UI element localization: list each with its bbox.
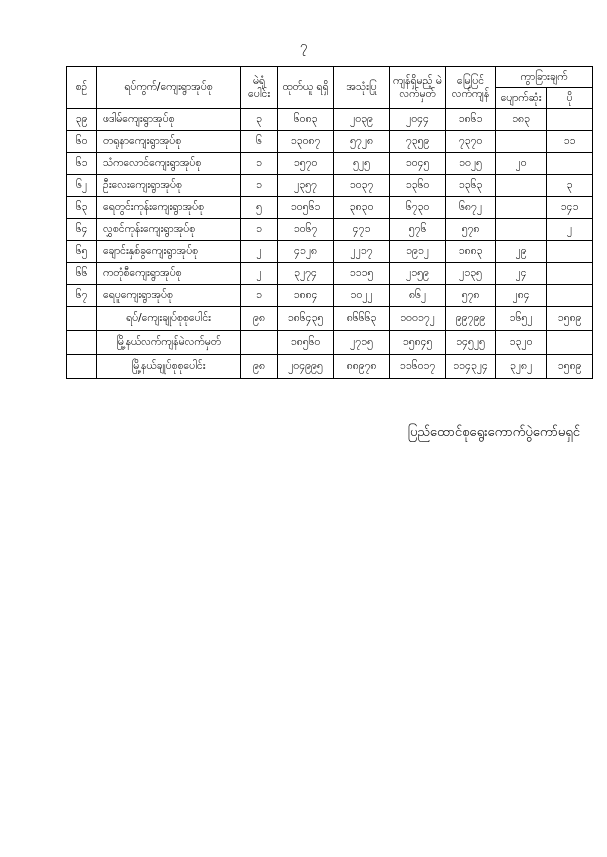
row-extra: ၁၄၁ — [547, 197, 593, 219]
row-lost: ၃၂၈၂ — [496, 355, 547, 379]
row-name: ရေပူကျေးရွာအုပ်စု — [97, 285, 241, 307]
table-body — [67, 109, 593, 379]
row-remaining: ၇၃၅၉ — [390, 131, 446, 153]
row-lost — [496, 197, 547, 219]
results-table — [66, 66, 593, 379]
row-polling — [241, 331, 278, 355]
row-name: ရေတွင်းကုန်းကျေးရွာအုပ်စု — [97, 197, 241, 219]
total-label: ရပ်/ကျေးချုပ်စုစုပေါင်း — [97, 307, 241, 331]
row-remaining: ၁၅၈၄၅ — [390, 331, 446, 355]
header-extra: ပို — [547, 88, 593, 109]
row-polling: ၁ — [241, 285, 278, 307]
row-advance: ၅၇၈ — [446, 219, 496, 241]
row-polling: ၉၈ — [241, 355, 278, 379]
row-received: ၁၅၇၀ — [278, 153, 334, 175]
row-lost: ၂၈၄ — [496, 285, 547, 307]
row-advance: ၁၀၂၅ — [446, 153, 496, 175]
header-lost: ပျောက်ဆုံး — [496, 88, 547, 109]
row-used: ၂၂၁၇ — [334, 241, 390, 263]
row-advance: ၇၃၇၀ — [446, 131, 496, 153]
row-extra: ၁၅၈၉ — [547, 307, 593, 331]
row-received: ၁၃၀၈၇ — [278, 131, 334, 153]
table-row — [67, 285, 593, 307]
row-received: ၆၀၈၃ — [278, 109, 334, 131]
row-name: ချောင်းနှစ်ခွကျေးရွာအုပ်စု — [97, 241, 241, 263]
row-received: ၃၂၇၄ — [278, 263, 334, 285]
row-used: ၁၁၁၅ — [334, 263, 390, 285]
row-serial: ၆၂ — [67, 175, 97, 197]
row-advance: ၉၉၇၉၉ — [446, 307, 496, 331]
row-advance: ၅၇၈ — [446, 285, 496, 307]
row-lost: ၂၄ — [496, 263, 547, 285]
row-received: ၁၈၆၄၃၅ — [278, 307, 334, 331]
row-serial: ၃၉ — [67, 109, 97, 131]
total-serial-blank — [67, 355, 97, 379]
row-remaining: ၈၆၂ — [390, 285, 446, 307]
row-used: ၂၇၁၅ — [334, 331, 390, 355]
header-advance: မြေပြင် လက်ကျန် — [446, 67, 496, 109]
total-row — [67, 331, 593, 355]
row-received: ၁၀၅၆၁ — [278, 197, 334, 219]
row-received: ၂၃၅၇ — [278, 175, 334, 197]
row-lost — [496, 219, 547, 241]
table-row — [67, 175, 593, 197]
row-received: ၁၈၈၄ — [278, 285, 334, 307]
row-polling: ၅ — [241, 197, 278, 219]
total-serial-blank — [67, 307, 97, 331]
total-row — [67, 307, 593, 331]
total-label: မြို့နယ်လက်ကျန်မဲလက်မှတ် — [97, 331, 241, 355]
row-received: ၂၀၄၉၉၅ — [278, 355, 334, 379]
row-serial: ၆၇ — [67, 285, 97, 307]
row-polling: ၁ — [241, 175, 278, 197]
row-extra — [547, 241, 593, 263]
table-row — [67, 131, 593, 153]
row-name: တရုနာကျေးရွာအုပ်စု — [97, 131, 241, 153]
header-polling-stations: မဲရုံ ပေါင်း — [241, 67, 278, 109]
row-lost: ၁၈၃ — [496, 109, 547, 131]
row-remaining: ၂၁၅၉ — [390, 263, 446, 285]
row-polling: ၁ — [241, 153, 278, 175]
table-row — [67, 263, 593, 285]
row-extra — [547, 263, 593, 285]
row-extra — [547, 285, 593, 307]
row-name: သံကလောင်ကျေးရွာအုပ်စု — [97, 153, 241, 175]
total-row — [67, 355, 593, 379]
header-received: ထုတ်ယူ ရရှိ — [278, 67, 334, 109]
row-lost — [496, 175, 547, 197]
row-used: ၅၇၂၈ — [334, 131, 390, 153]
row-remaining: ၁၀၄၅ — [390, 153, 446, 175]
row-advance: ၁၈၈၃ — [446, 241, 496, 263]
header-remaining: ကျန်ရှိမည့် မဲလက်မှတ် — [390, 67, 446, 109]
row-remaining: ၁၀၀၁၇၂ — [390, 307, 446, 331]
row-used: ၁၀၃၇ — [334, 175, 390, 197]
row-used: ၅၂၅ — [334, 153, 390, 175]
row-lost — [496, 131, 547, 153]
row-polling: ၂ — [241, 241, 278, 263]
total-serial-blank — [67, 331, 97, 355]
row-used: ၄၇၁ — [334, 219, 390, 241]
row-used: ၈၆၆၆၃ — [334, 307, 390, 331]
row-polling: ၁ — [241, 219, 278, 241]
row-advance: ၁၃၆၃ — [446, 175, 496, 197]
row-used: ၂၀၃၉ — [334, 109, 390, 131]
row-advance: ၁၈၆၁ — [446, 109, 496, 131]
table-row — [67, 153, 593, 175]
row-remaining: ၆၇၃၀ — [390, 197, 446, 219]
header-difference-group: ကွာခြားချက် — [496, 67, 593, 88]
row-name: လွှစင်ကုန်းကျေးရွာအုပ်စု — [97, 219, 241, 241]
table-row — [67, 241, 593, 263]
header-ward-village: ရပ်ကွက်/ကျေးရွာအုပ်စု — [97, 67, 241, 109]
row-extra: ၁၁ — [547, 131, 593, 153]
row-received: ၁၀၆၇ — [278, 219, 334, 241]
row-extra — [547, 331, 593, 355]
row-lost: ၁၆၅၂ — [496, 307, 547, 331]
row-lost: ၂၀ — [496, 153, 547, 175]
row-advance: ၁၁၄၃၂၄ — [446, 355, 496, 379]
row-advance: ၂၁၃၅ — [446, 263, 496, 285]
row-extra: ၂ — [547, 219, 593, 241]
table-row — [67, 197, 593, 219]
table-row — [67, 219, 593, 241]
row-polling: ၃ — [241, 109, 278, 131]
row-lost: ၁၃၂၀ — [496, 331, 547, 355]
row-advance: ၆၈၇၂ — [446, 197, 496, 219]
row-extra: ၃ — [547, 175, 593, 197]
row-serial: ၆၆ — [67, 263, 97, 285]
row-serial: ၆၄ — [67, 219, 97, 241]
row-extra — [547, 153, 593, 175]
row-serial: ၆၅ — [67, 241, 97, 263]
row-remaining: ၅၇၆ — [390, 219, 446, 241]
header-serial: စဉ် — [67, 67, 97, 109]
row-remaining: ၁၁၆၀၁၇ — [390, 355, 446, 379]
row-used: ၃၈၃၀ — [334, 197, 390, 219]
row-lost: ၂၉ — [496, 241, 547, 263]
signature: ပြည်ထောင်စုရွေးကောက်ပွဲကော်မရှင် — [407, 425, 580, 440]
row-remaining: ၁၃၆၀ — [390, 175, 446, 197]
row-serial: ၆၁ — [67, 153, 97, 175]
row-polling: ၆ — [241, 131, 278, 153]
row-polling: ၉၈ — [241, 307, 278, 331]
row-used: ၈၈၉၇၈ — [334, 355, 390, 379]
row-used: ၁၀၂၂ — [334, 285, 390, 307]
row-received: ၄၁၂၈ — [278, 241, 334, 263]
row-name: ကတုံစီကျေးရွာအုပ်စု — [97, 263, 241, 285]
row-advance: ၁၄၅၂၅ — [446, 331, 496, 355]
page-number: ၇ — [299, 39, 308, 54]
row-polling: ၂ — [241, 263, 278, 285]
row-extra — [547, 109, 593, 131]
row-serial: ၆၀ — [67, 131, 97, 153]
row-received: ၁၈၅၆၀ — [278, 331, 334, 355]
total-label: မြို့နယ်ချုပ်စုစုပေါင်း — [97, 355, 241, 379]
table-row — [67, 109, 593, 131]
row-name: ဦးလေးကျေးရွာအုပ်စု — [97, 175, 241, 197]
row-remaining: ၂၀၄၄ — [390, 109, 446, 131]
header-used: အသုံးပြု — [334, 67, 390, 109]
row-extra: ၁၅၈၉ — [547, 355, 593, 379]
row-remaining: ၁၉၁၂ — [390, 241, 446, 263]
row-name: ဖဒါမ်ကျေးရွာအုပ်စု — [97, 109, 241, 131]
row-serial: ၆၃ — [67, 197, 97, 219]
